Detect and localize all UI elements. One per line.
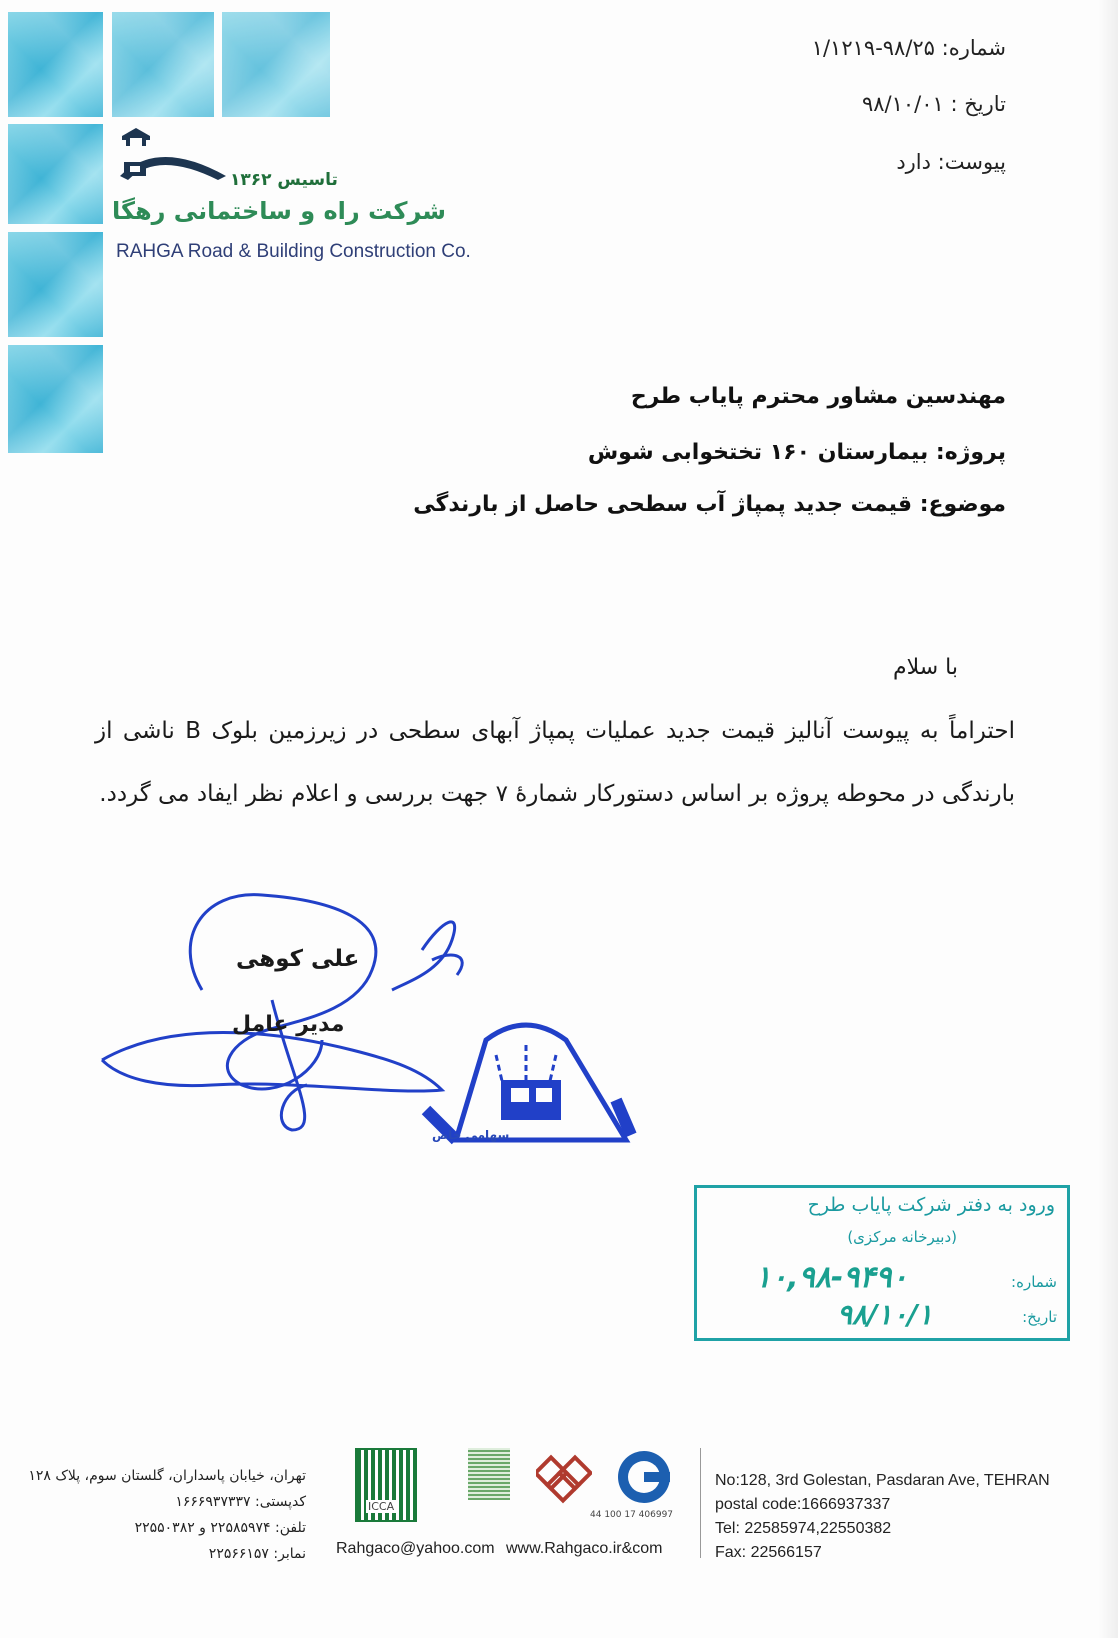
footer-fax-en: Fax: 22566157: [715, 1544, 822, 1561]
signatory-name: علی کوهی: [236, 946, 360, 972]
stamp-number-label: شماره:: [1011, 1273, 1057, 1291]
header-pattern-tile: [8, 12, 103, 117]
footer-divider: [700, 1448, 701, 1558]
stamp-title: ورود به دفتر شرکت پایاب طرح: [807, 1194, 1055, 1216]
tuv-code: 44 100 17 406997: [590, 1510, 674, 1520]
header-pattern-tile: [8, 124, 103, 224]
founded-year: تاسیس ۱۳۶۲: [230, 170, 338, 190]
letter-number: شماره: ۹۸/۲۵-۱/۱۲۱۹: [811, 36, 1006, 60]
footer-address-fa: تهران، خیابان پاسداران، گلستان سوم، پلاک ۱۲۸: [28, 1468, 306, 1484]
footer-tel-en: Tel: 22585974,22550382: [715, 1520, 892, 1537]
company-name-en: RAHGA Road & Building Construction Co.: [116, 241, 471, 262]
certificate-badge-icon: [468, 1448, 510, 1500]
header-pattern-tile: [112, 12, 214, 117]
greeting: با سلام: [892, 655, 958, 680]
footer-fax-fa: نمابر: ۲۲۵۶۶۱۵۷: [208, 1546, 306, 1562]
addressee: مهندسین مشاور محترم پایاب طرح: [630, 384, 1006, 409]
tuv-iso-badge-icon: [615, 1448, 673, 1506]
stamp-date-value: ۹۸/۱۰/۱: [837, 1298, 933, 1331]
header-pattern-tile: [8, 232, 103, 337]
stamp-subtitle: (دبیرخانه مرکزی): [847, 1228, 957, 1246]
letter-date: تاریخ : ۹۸/۱۰/۰۱: [861, 92, 1006, 116]
letter-attachment: پیوست: دارد: [896, 150, 1006, 174]
association-logo-icon: [536, 1448, 592, 1504]
footer-phone-fa: تلفن: ۲۲۵۸۵۹۷۴ و ۲۲۵۵۰۳۸۲: [134, 1520, 306, 1536]
project-line: پروژه: بیمارستان ۱۶۰ تختخوابی شوش: [587, 440, 1006, 465]
signatory-title: مدیر عامل: [232, 1012, 345, 1037]
header-pattern-tile: [222, 12, 330, 117]
stamp-number-value: ۱۰,۹۸-۹۴۹۰: [755, 1260, 908, 1295]
reception-stamp: [694, 1185, 1070, 1341]
company-name-fa: شرکت راه و ساختمانی رهگا: [112, 197, 446, 225]
footer-website: www.Rahgaco.ir&com: [506, 1540, 663, 1557]
footer-postal-fa: کدپستی: ۱۶۶۶۹۳۷۳۳۷: [175, 1494, 306, 1510]
scan-edge-shadow: [1098, 0, 1118, 1638]
footer-email: Rahgaco@yahoo.com: [336, 1540, 495, 1557]
footer-postal-en: postal code:1666937337: [715, 1496, 891, 1513]
letter-body: احتراماً به پیوست آنالیز قیمت جدید عملیات پمپاژ آبهای سطحی در زیرزمین بلوک B ناشی از بارندگی در محوطه پروژه بر اساس دستورکار شمارهٔ ۷ جهت بررسی و اعلام نظر ایفاد می گردد.: [95, 718, 1015, 807]
company-logo-icon: [118, 128, 228, 188]
subject-line: موضوع: قیمت جدید پمپاژ آب سطحی حاصل از بارندگی: [413, 492, 1006, 517]
icca-label: ICCA: [368, 1500, 395, 1513]
header-pattern-tile: [8, 345, 103, 453]
seal-text: سهامی خاص: [432, 1128, 510, 1142]
footer-address-en: No:128, 3rd Golestan, Pasdaran Ave, TEHRAN: [715, 1472, 1050, 1489]
handwritten-signature-icon: [92, 880, 532, 1140]
stamp-date-label: تاریخ:: [1022, 1308, 1057, 1326]
